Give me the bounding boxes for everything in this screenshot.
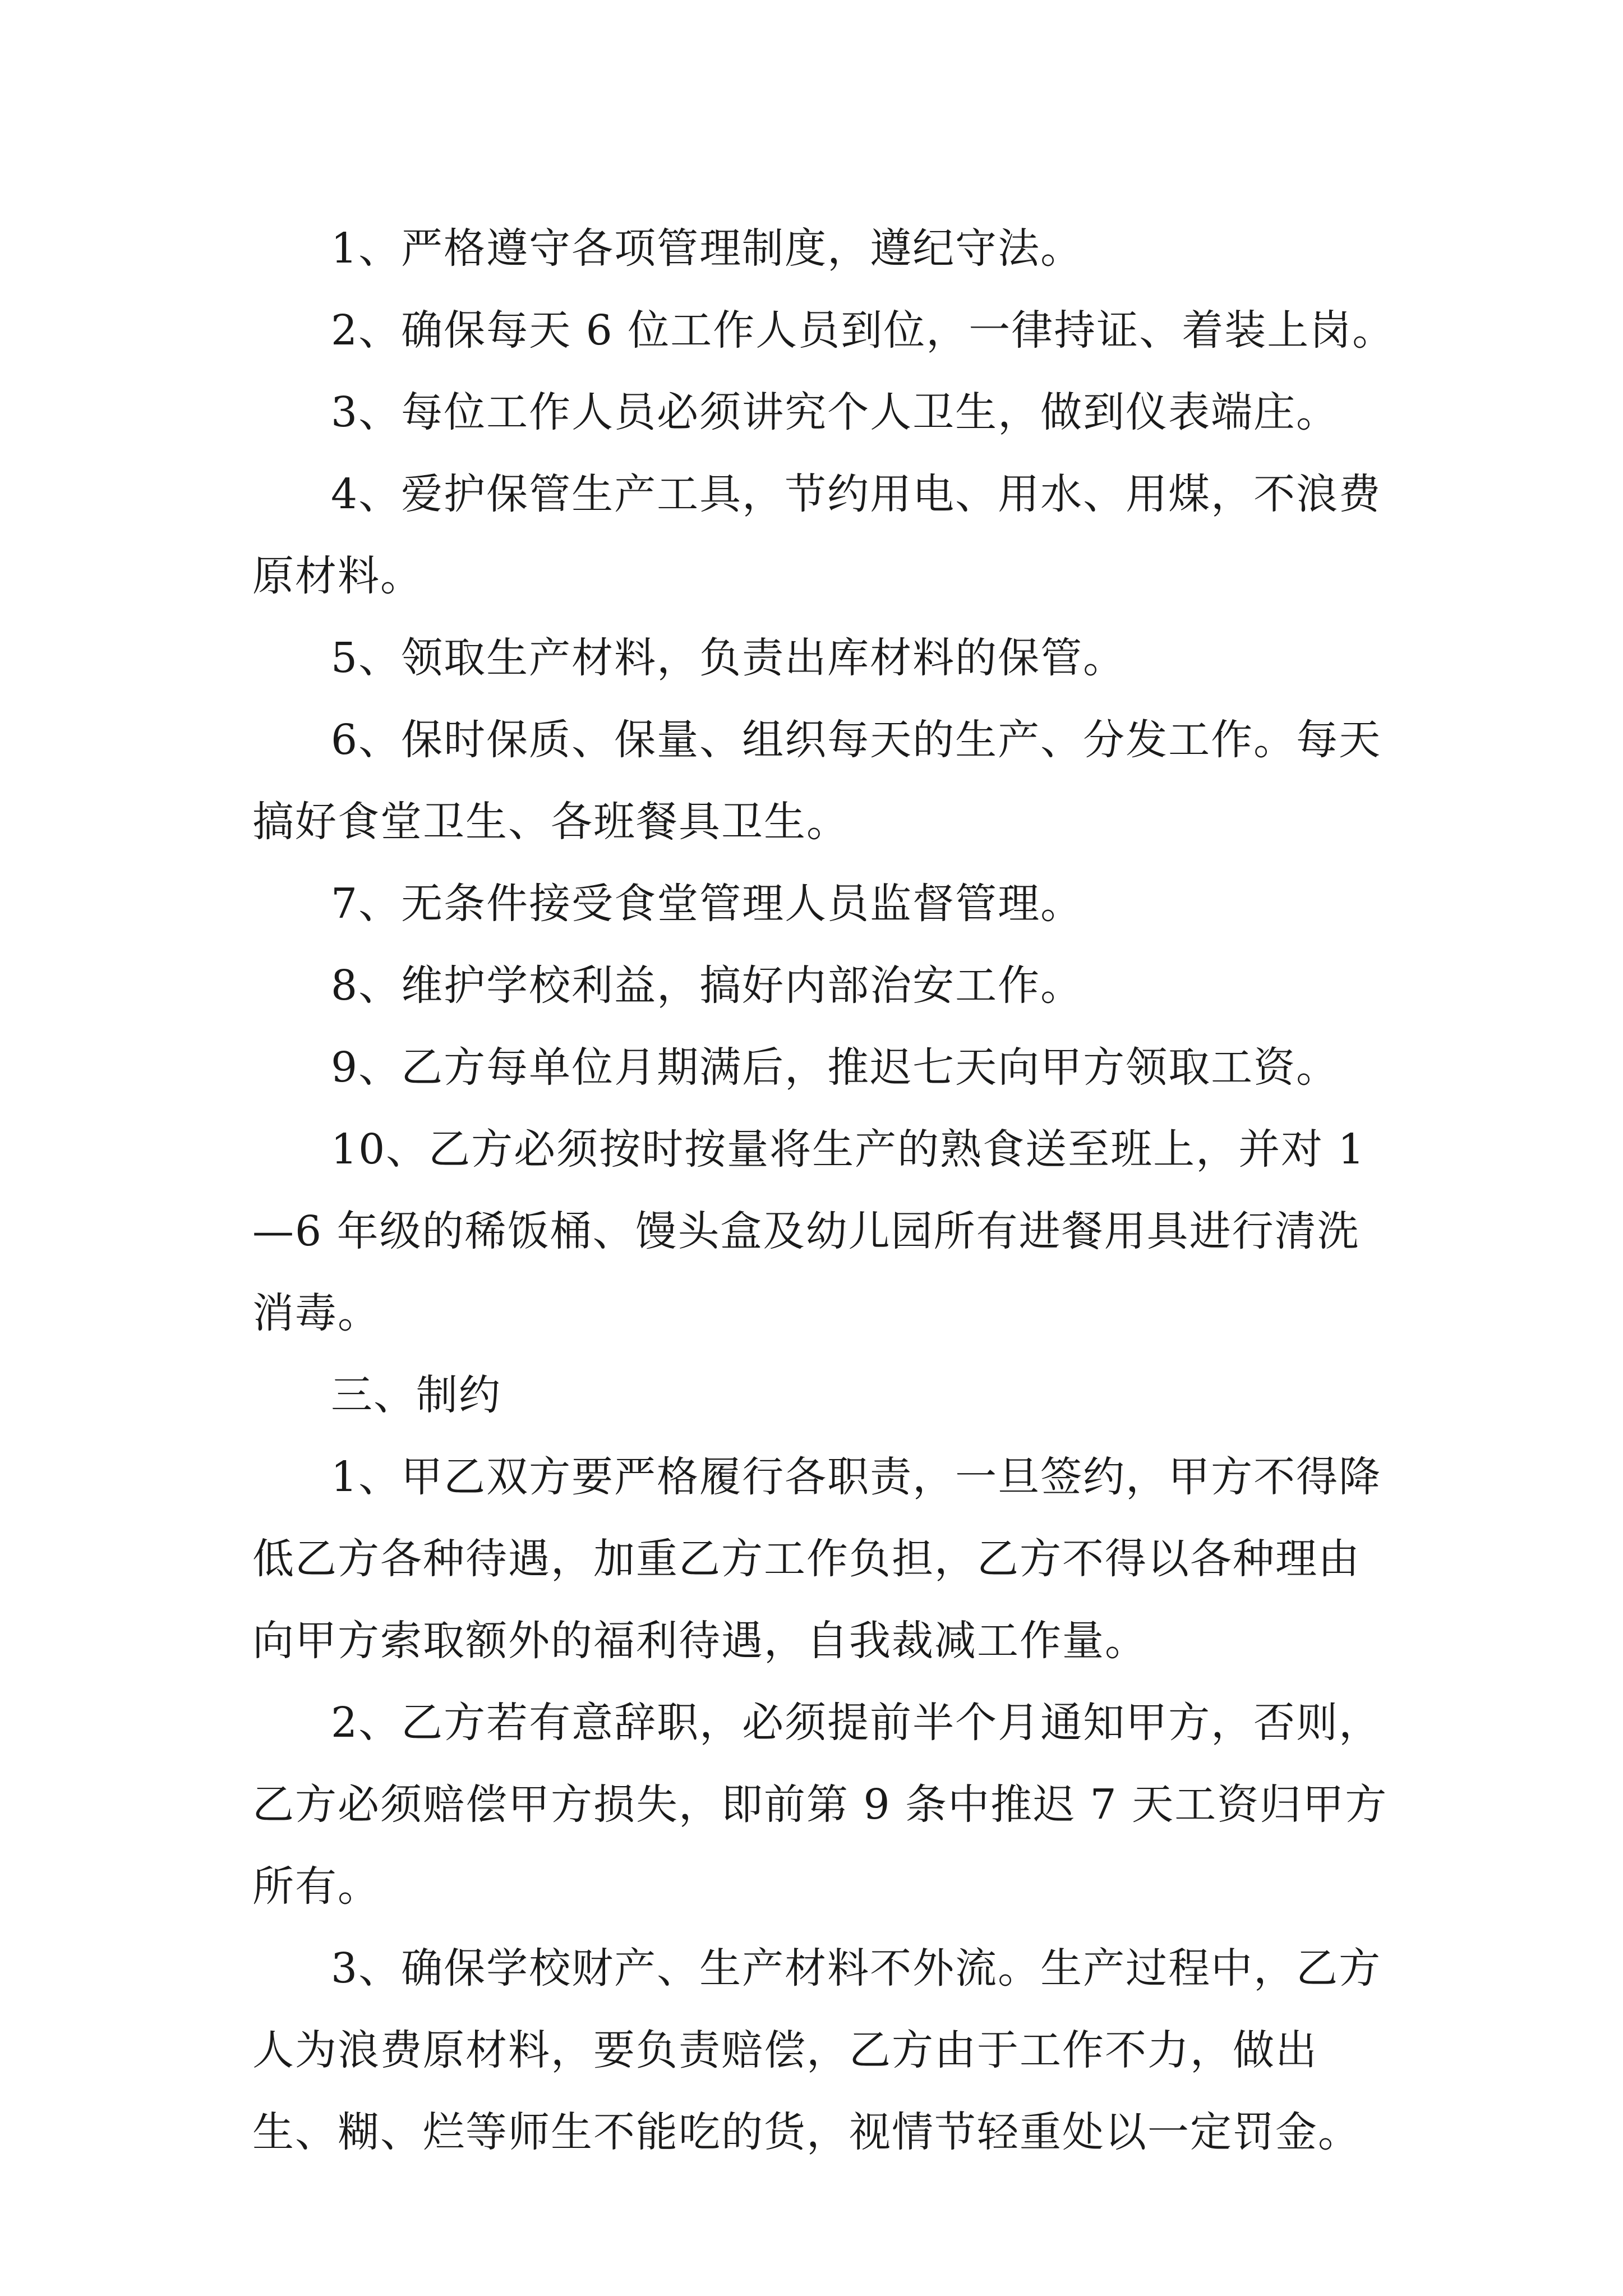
paragraph-rule-1: 1、严格遵守各项管理制度，遵纪守法。: [331, 224, 1083, 273]
paragraph-rule-3: 3、每位工作人员必须讲究个人卫生，做到仪表端庄。: [331, 388, 1339, 436]
paragraph-rule-8: 8、维护学校利益，搞好内部治安工作。: [331, 961, 1083, 1010]
paragraph-constraint-3: 3、确保学校财产、生产材料不外流。生产过程中，乙方人为浪费原材料，要负责赔偿，乙方由于工作不力，做出生、糊、烂等师生不能吃的货，视情节轻重处以一定罚金。: [252, 1944, 1382, 2156]
paragraph-rule-6: 6、保时保质、保量、组织每天的生产、分发工作。每天搞好食堂卫生、各班餐具卫生。: [252, 716, 1382, 846]
paragraph-rule-5: 5、领取生产材料，负责出库材料的保管。: [331, 634, 1126, 682]
paragraph-rule-2: 2、确保每天 6 位工作人员到位，一律持证、着装上岗。: [331, 306, 1395, 355]
paragraph-rule-4: 4、爱护保管生产工具，节约用电、用水、用煤，不浪费原材料。: [252, 470, 1382, 600]
paragraph-rule-7: 7、无条件接受食堂管理人员监督管理。: [331, 880, 1083, 928]
paragraph-constraint-2: 2、乙方若有意辞职，必须提前半个月通知甲方，否则，乙方必须赔偿甲方损失，即前第 9 条中推迟 7 天工资归甲方所有。: [252, 1699, 1388, 1911]
section-heading-constraints: 三、制约: [331, 1371, 501, 1419]
paragraph-rule-9: 9、乙方每单位月期满后，推迟七天向甲方领取工资。: [331, 1043, 1339, 1092]
paragraph-constraint-1: 1、甲乙双方要严格履行各职责，一旦签约，甲方不得降低乙方各种待遇，加重乙方工作负担，乙方不得以各种理由向甲方索取额外的福利待遇，自我裁减工作量。: [252, 1453, 1382, 1665]
document-body: [252, 208, 1396, 2173]
paragraph-rule-10: 10、乙方必须按时按量将生产的熟食送至班上，并对 1—6 年级的稀饭桶、馒头盒及幼儿园所有进餐用具进行清洗消毒。: [252, 1125, 1366, 1337]
